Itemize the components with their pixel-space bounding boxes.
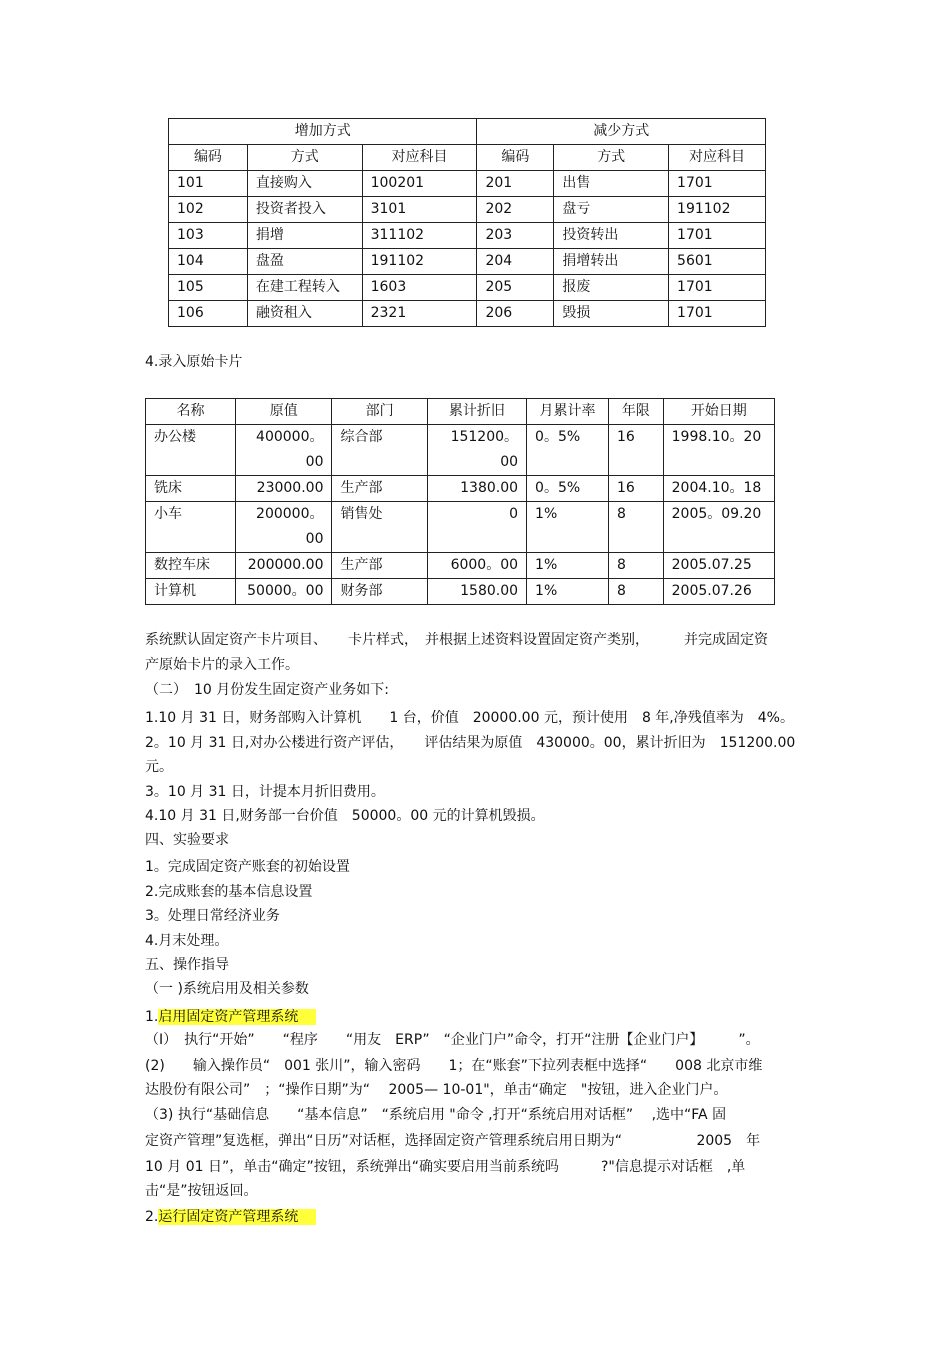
table-cell: 综合部: [332, 425, 427, 476]
paragraph-line: 达股份有限公司” ；“操作日期”为“ 2005— 10-01"，单击“确定 "按钮，进入企业门户。: [145, 1082, 728, 1098]
table-cell: 8: [609, 579, 664, 605]
paragraph-line: 4.月末处理。: [145, 933, 229, 949]
paragraph-line: 2.完成账套的基本信息设置: [145, 884, 313, 900]
table-cell: 202: [477, 197, 554, 223]
table-cell: 盘亏: [554, 197, 669, 223]
table-cell: 3101: [362, 197, 477, 223]
step-heading: [145, 1207, 815, 1227]
column-header: 名称: [146, 399, 236, 425]
table-cell: 数控车床: [146, 553, 236, 579]
decrease-group-header: 减少方式: [477, 119, 766, 145]
table-row: [146, 425, 775, 476]
column-header: 方式: [554, 145, 669, 171]
step-heading: [145, 1007, 815, 1027]
column-header: 年限: [609, 399, 664, 425]
table-cell: 23000.00: [235, 476, 332, 502]
paragraph-line: 元。: [145, 759, 173, 775]
highlighted-step-title: 运行固定资产管理系统: [158, 1209, 316, 1225]
table-cell: 191102: [362, 249, 477, 275]
table-cell: 毁损: [554, 301, 669, 327]
table-cell: 2005。09.20: [663, 502, 774, 553]
table-cell: 0。5%: [527, 476, 609, 502]
table-cell: 104: [169, 249, 248, 275]
table-header-row: [169, 145, 766, 171]
table-cell: 206: [477, 301, 554, 327]
table-row: [146, 502, 775, 553]
table-header-row: [146, 399, 775, 425]
table-cell: 报废: [554, 275, 669, 301]
column-header: 编码: [169, 145, 248, 171]
table-cell: 铣床: [146, 476, 236, 502]
paragraph-line: 系统默认固定资产卡片项目、 卡片样式， 并根据上述资料设置固定资产类别， 并完成固定资: [145, 632, 768, 648]
table-cell: 办公楼: [146, 425, 236, 476]
table-cell: 6000。00: [427, 553, 526, 579]
paragraph-line: (2) 输入操作员“ 001 张川”，输入密码 1；在“账套”下拉列表框中选择“ 008 北京市维: [145, 1058, 763, 1074]
column-header: 月累计率: [527, 399, 609, 425]
paragraph-line: 击“是”按钮返回。: [145, 1183, 258, 1199]
table-cell: 1701: [669, 275, 766, 301]
table-cell: 16: [609, 425, 664, 476]
table-row: [146, 579, 775, 605]
table-cell: 200000.00: [235, 553, 332, 579]
table-cell: 2321: [362, 301, 477, 327]
table-group-header-row: [169, 119, 766, 145]
paragraph-line: 定资产管理”复选框，弹出“日历”对话框，选择固定资产管理系统启用日期为“ 2005 年: [145, 1133, 761, 1149]
column-header: 方式: [247, 145, 362, 171]
table-cell: 2005.07.26: [663, 579, 774, 605]
paragraph-line: 10 月 01 日”，单击“确定”按钮，系统弹出“确实要启用当前系统吗 ?"信息提示对话框 ,单: [145, 1159, 746, 1175]
highlighted-step-title: 启用固定资产管理系统: [158, 1009, 316, 1025]
column-header: 对应科目: [669, 145, 766, 171]
table-cell: 在建工程转入: [247, 275, 362, 301]
table-cell: 计算机: [146, 579, 236, 605]
table-cell: 捐增: [247, 223, 362, 249]
table-cell: 191102: [669, 197, 766, 223]
table-cell: 8: [609, 502, 664, 553]
table-cell: 201: [477, 171, 554, 197]
table-row: [169, 249, 766, 275]
step-number: 1.: [145, 1009, 159, 1025]
table-cell: 5601: [669, 249, 766, 275]
paragraph-line: （一 )系统启用及相关参数: [145, 981, 309, 997]
column-header: 对应科目: [362, 145, 477, 171]
table-cell: 投资转出: [554, 223, 669, 249]
increase-group-header: 增加方式: [169, 119, 477, 145]
table-cell: 1701: [669, 301, 766, 327]
table-cell: 0: [427, 502, 526, 553]
column-header: 编码: [477, 145, 554, 171]
paragraph-line: 产原始卡片的录入工作。: [145, 657, 299, 673]
paragraph-line: 3。处理日常经济业务: [145, 908, 280, 924]
table-cell: 103: [169, 223, 248, 249]
table-cell: 生产部: [332, 476, 427, 502]
table-row: [169, 301, 766, 327]
table-cell: 2004.10。18: [663, 476, 774, 502]
section-heading: 五、操作指导: [145, 957, 229, 973]
column-header: 累计折旧: [427, 399, 526, 425]
table-cell: 捐增转出: [554, 249, 669, 275]
table-cell: [235, 425, 332, 476]
table-cell: 1701: [669, 171, 766, 197]
paragraph-line: 1.10 月 31 日，财务部购入计算机 1 台，价值 20000.00 元，预计使用 8 年,净残值率为 4%。: [145, 710, 794, 726]
table-cell: 205: [477, 275, 554, 301]
table-row: [146, 553, 775, 579]
table-row: [169, 197, 766, 223]
table-cell: 投资者投入: [247, 197, 362, 223]
table-row: [169, 171, 766, 197]
paragraph-line: 2。10 月 31 日,对办公楼进行资产评估， 评估结果为原值 430000。00，累计折旧为 151200.00: [145, 735, 796, 751]
table-cell: 151200。00: [427, 425, 526, 476]
table-cell: 1%: [527, 502, 609, 553]
asset-card-table: [145, 398, 775, 605]
table-cell: 311102: [362, 223, 477, 249]
table-cell: 101: [169, 171, 248, 197]
table-cell: 1580.00: [427, 579, 526, 605]
table-cell: 生产部: [332, 553, 427, 579]
table-cell: 204: [477, 249, 554, 275]
table-cell: 1%: [527, 553, 609, 579]
table-cell: 0。5%: [527, 425, 609, 476]
table-cell: 1603: [362, 275, 477, 301]
paragraph-line: 4.10 月 31 日,财务部一台价值 50000。00 元的计算机毁损。: [145, 808, 545, 824]
table-cell: 小车: [146, 502, 236, 553]
table-cell: 203: [477, 223, 554, 249]
paragraph-line: （二） 10 月份发生固定资产业务如下:: [145, 682, 389, 698]
column-header: 开始日期: [663, 399, 774, 425]
table-cell: 50000。00: [235, 579, 332, 605]
table-cell: 106: [169, 301, 248, 327]
cell-text: 00: [305, 531, 324, 547]
paragraph-line: （I） 执行“开始” “程序 “用友 ERP” “企业门户”命令，打开“注册【企业门户】 ”。: [145, 1032, 760, 1048]
table-cell: 102: [169, 197, 248, 223]
section-heading: 四、实验要求: [145, 832, 229, 848]
table-cell: 1701: [669, 223, 766, 249]
table-cell: 财务部: [332, 579, 427, 605]
section-heading-cards: 4.录入原始卡片: [145, 354, 243, 370]
table-cell: [235, 502, 332, 553]
table-row: [146, 476, 775, 502]
column-header: 部门: [332, 399, 427, 425]
table-cell: 100201: [362, 171, 477, 197]
table-cell: 盘盈: [247, 249, 362, 275]
cell-text: 400000。: [256, 429, 324, 445]
table-cell: 1%: [527, 579, 609, 605]
table-cell: 融资租入: [247, 301, 362, 327]
cell-text: 00: [305, 454, 324, 470]
cell-text: 200000。: [256, 506, 324, 522]
table-row: [169, 223, 766, 249]
table-row: [169, 275, 766, 301]
paragraph-line: 1。完成固定资产账套的初始设置: [145, 859, 350, 875]
step-number: 2.: [145, 1209, 159, 1225]
paragraph-line: （3) 执行“基础信息 “基本信息” “系统启用 "命令 ,打开“系统启用对话框” ,选中“FA 固: [145, 1107, 727, 1123]
table-cell: 1998.10。20: [663, 425, 774, 476]
column-header: 原值: [235, 399, 332, 425]
table-cell: 2005.07.25: [663, 553, 774, 579]
table-cell: 销售处: [332, 502, 427, 553]
table-cell: 105: [169, 275, 248, 301]
paragraph-line: 3。10 月 31 日，计提本月折旧费用。: [145, 784, 385, 800]
table-cell: 1380.00: [427, 476, 526, 502]
asset-change-method-table: [168, 118, 766, 327]
table-cell: 8: [609, 553, 664, 579]
table-cell: 16: [609, 476, 664, 502]
table-cell: 出售: [554, 171, 669, 197]
table-cell: 直接购入: [247, 171, 362, 197]
